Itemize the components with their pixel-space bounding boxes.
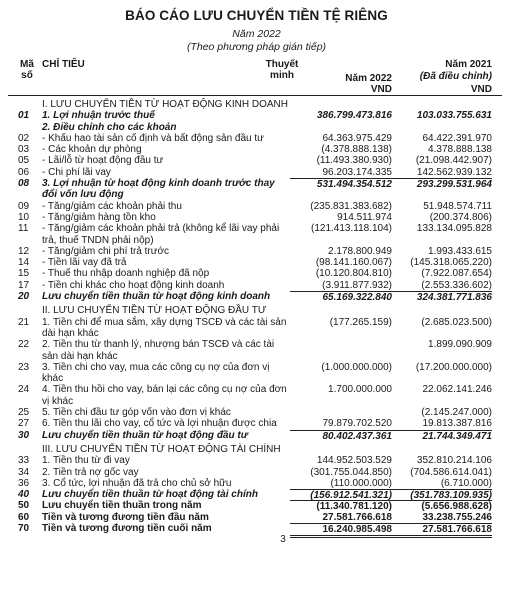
table-row	[0, 133, 513, 144]
row-value-2022: (1.000.000.000)	[321, 361, 392, 373]
row-code: 11	[18, 223, 29, 235]
row-label: 2. Tiền thu từ thanh lý, nhượng bán TSCĐ và các tài sản dài hạn khác	[42, 339, 275, 362]
table-row	[0, 317, 513, 340]
table-row	[0, 155, 513, 166]
row-code: 06	[18, 166, 30, 178]
table-row	[0, 384, 513, 407]
row-value-2022: 914.511.974	[337, 211, 392, 223]
row-code: 09	[18, 200, 30, 212]
row-code: 22	[18, 339, 30, 351]
row-value-2022: 96.203.174.335	[322, 166, 392, 178]
row-value-2021: (704.586.614.041)	[410, 466, 492, 478]
row-value-2022: (156.912.541.321)	[290, 489, 392, 501]
table-row	[0, 478, 513, 489]
table-row	[0, 430, 513, 441]
row-code: 25	[18, 407, 30, 419]
row-label: 1. Tiền chi để mua sắm, xây dựng TSCĐ và các tài sản dài hạn khác	[42, 316, 287, 339]
row-value-2022: 65.169.322.840	[290, 291, 392, 303]
row-value-2022: 64.363.975.429	[322, 132, 392, 144]
col-header-2022: Năm 2022	[345, 73, 392, 84]
row-code: 33	[18, 455, 30, 467]
table-row	[0, 223, 513, 246]
row-label: - Tiền lãi vay đã trả	[42, 257, 127, 269]
row-code: 50	[18, 500, 30, 512]
row-value-2021: 4.378.888.138	[428, 144, 492, 156]
row-code: 70	[18, 522, 30, 534]
row-label: Lưu chuyển tiền thuần từ hoạt động kinh doanh	[42, 291, 271, 303]
row-label: 3. Tiền chi cho vay, mua các công cụ nợ của đơn vị khác	[42, 361, 270, 385]
row-value-2022: (11.340.781.120)	[290, 500, 392, 512]
col-header-2021-note: (Đã điều chỉnh)	[419, 71, 492, 82]
row-label: II. LƯU CHUYỂN TIỀN TỪ HOẠT ĐỘNG ĐẦU TƯ	[42, 305, 267, 317]
row-label: 1. Tiền thu từ đi vay	[42, 455, 130, 467]
cashflow-table	[0, 96, 513, 546]
table-row	[0, 110, 513, 121]
row-code: 01	[18, 110, 30, 122]
row-code: 02	[18, 132, 30, 144]
table-row	[0, 339, 513, 362]
row-label: - Tăng/giảm các khoản phải thu	[42, 200, 182, 212]
table-row	[0, 280, 513, 291]
row-value-2021: 352.810.214.106	[416, 455, 492, 467]
row-value-2022: (10.120.804.810)	[315, 268, 392, 280]
row-code: 40	[18, 489, 30, 501]
row-code: 36	[18, 477, 30, 489]
row-label: Lưu chuyển tiền thuần từ hoạt động tài chính	[42, 489, 258, 501]
row-value-2022: (110.000.000)	[330, 477, 392, 489]
row-value-2021: 33.238.755.246	[422, 511, 492, 523]
row-code: 60	[18, 511, 30, 523]
row-code: 30	[18, 429, 30, 441]
col-header-ma-so: Mã số	[20, 59, 34, 81]
table-row	[0, 407, 513, 418]
col-header-2021: Năm 2021	[445, 59, 492, 70]
col-unit-2021: VND	[470, 84, 492, 95]
row-code: 10	[18, 211, 30, 223]
row-value-2022: 144.952.503.529	[316, 455, 392, 467]
row-label: 3. Lợi nhuận từ hoạt động kinh doanh trước thay đổi vốn lưu động	[42, 178, 275, 201]
row-label: Lưu chuyển tiền thuần trong năm	[42, 500, 202, 512]
row-value-2021: (17.200.000.000)	[415, 361, 492, 373]
row-value-2022: 27.581.766.618	[322, 511, 392, 523]
row-label: 5. Tiền chi đầu tư góp vốn vào đơn vị khác	[42, 407, 231, 419]
row-label: - Chi phí lãi vay	[42, 166, 111, 178]
row-label: 1. Lợi nhuận trước thuế	[42, 110, 155, 122]
row-value-2022: (4.378.888.138)	[321, 144, 392, 156]
row-code: 20	[18, 291, 30, 303]
row-label: 2. Điều chỉnh cho các khoản	[42, 121, 177, 133]
row-value-2021: (7.922.087.654)	[421, 268, 492, 280]
table-row	[0, 489, 513, 500]
row-value-2021: 293.299.531.964	[392, 178, 492, 190]
table-row	[0, 178, 513, 201]
row-value-2021: 142.562.939.132	[416, 166, 492, 178]
row-value-2021: (2.685.023.500)	[421, 316, 492, 328]
table-row	[0, 201, 513, 212]
table-row	[0, 167, 513, 178]
row-value-2021: (2.553.336.602)	[421, 279, 492, 291]
row-label: 3. Cổ tức, lợi nhuận đã trả cho chủ sở hữu	[42, 477, 232, 489]
row-value-2021: 21.744.349.471	[392, 430, 492, 442]
report-year: Năm 2022	[232, 28, 281, 40]
row-label: - Thuế thu nhập doanh nghiệp đã nộp	[42, 268, 210, 280]
table-row	[0, 362, 513, 385]
row-code: 17	[18, 279, 30, 291]
row-value-2022: (301.755.044.850)	[310, 466, 392, 478]
report-title: BÁO CÁO LƯU CHUYỂN TIỀN TỆ RIÊNG	[125, 8, 388, 23]
row-value-2021: (200.374.806)	[429, 211, 492, 223]
row-code: 03	[18, 144, 30, 156]
table-row	[0, 467, 513, 478]
row-value-2022: 16.240.985.498	[290, 523, 392, 538]
table-row	[0, 522, 513, 546]
row-label: 2. Tiền trả nợ gốc vay	[42, 466, 139, 478]
table-row	[0, 305, 513, 316]
table-row	[0, 455, 513, 466]
table-row	[0, 144, 513, 155]
row-note: 3	[280, 534, 286, 546]
row-label: - Tăng/giảm hàng tồn kho	[42, 211, 156, 223]
row-value-2022: (177.265.159)	[329, 316, 392, 328]
table-row	[0, 291, 513, 302]
row-value-2022: (3.911.877.932)	[322, 279, 392, 291]
row-value-2022: (121.413.118.104)	[311, 223, 392, 235]
row-value-2022: 80.402.437.361	[290, 430, 392, 442]
row-value-2021: (5.656.988.628)	[392, 500, 492, 512]
row-value-2021: (21.098.442.907)	[415, 155, 492, 167]
row-value-2022: (11.493.380.930)	[316, 155, 392, 167]
row-value-2021: 103.033.755.631	[416, 110, 492, 122]
row-value-2021: (6.710.000)	[440, 477, 492, 489]
row-label: - Tiền chi khác cho hoạt động kinh doanh	[42, 279, 225, 291]
table-row	[0, 418, 513, 429]
row-label: 6. Tiền thu lãi cho vay, cổ tức và lợi nhuận được chia	[42, 418, 277, 430]
row-value-2021: 1.993.433.615	[428, 245, 492, 257]
row-code: 24	[18, 384, 30, 396]
row-label: I. LƯU CHUYỂN TIỀN TỪ HOẠT ĐỘNG KINH DOANH	[42, 99, 289, 110]
row-code: 23	[18, 361, 30, 373]
row-value-2021: (351.783.109.935)	[392, 489, 492, 501]
table-row	[0, 444, 513, 455]
row-code: 08	[18, 178, 30, 190]
row-label: - Tăng/giảm chi phí trả trước	[42, 245, 170, 257]
row-code: 14	[18, 257, 30, 269]
row-value-2021: 64.422.391.970	[422, 132, 492, 144]
row-label: Tiền và tương đương tiền cuối năm	[42, 522, 212, 534]
row-value-2021: 22.062.141.246	[422, 384, 492, 396]
table-row	[0, 246, 513, 257]
row-value-2021: (145.318.065.220)	[410, 257, 492, 269]
row-value-2022: 2.178.800.949	[328, 245, 392, 257]
table-row	[0, 99, 513, 110]
row-value-2021: 27.581.766.618	[392, 523, 492, 538]
row-value-2021: (2.145.247.000)	[421, 407, 492, 419]
row-value-2022: 1.700.000.000	[328, 384, 392, 396]
table-row	[0, 257, 513, 268]
row-value-2022: (235.831.383.682)	[310, 200, 392, 212]
row-label: Tiền và tương đương tiền đầu năm	[42, 511, 209, 523]
table-row	[0, 512, 513, 523]
row-code: 34	[18, 466, 30, 478]
col-unit-2022: VND	[370, 84, 392, 95]
row-label: - Lãi/lỗ từ hoạt động đầu tư	[42, 155, 164, 167]
row-value-2022: 386.799.473.816	[316, 110, 392, 122]
table-row	[0, 268, 513, 279]
row-code: 27	[18, 418, 30, 430]
row-value-2021: 133.134.095.828	[416, 223, 492, 235]
table-row	[0, 122, 513, 133]
col-header-thuyet-minh: Thuyết minh	[265, 59, 299, 81]
row-label: - Khấu hao tài sản cố định và bất động sản đầu tư	[42, 132, 264, 144]
row-value-2021: 19.813.387.816	[422, 418, 492, 430]
row-value-2022: 531.494.354.512	[290, 178, 392, 190]
row-label: - Các khoản dự phòng	[42, 144, 142, 156]
row-label: III. LƯU CHUYỂN TIỀN TỪ HOẠT ĐỘNG TÀI CHÍNH	[42, 443, 281, 455]
row-code: 21	[18, 316, 30, 328]
table-row	[0, 212, 513, 223]
report-method: (Theo phương pháp gián tiếp)	[186, 41, 327, 53]
row-value-2021: 324.381.771.836	[392, 291, 492, 303]
row-value-2022: 79.879.702.520	[322, 418, 392, 430]
row-label: - Tăng/giảm các khoản phải trả (không kể lãi vay phải trả, thuế TNDN phải nộp)	[42, 223, 280, 246]
row-value-2021: 51.948.574.711	[423, 200, 492, 212]
row-label: Lưu chuyển tiền thuần từ hoạt động đầu tư	[42, 429, 248, 441]
row-code: 15	[18, 268, 30, 280]
table-row	[0, 500, 513, 511]
row-label: 4. Tiền thu hồi cho vay, bán lại các công cụ nợ của đơn vị khác	[42, 384, 287, 407]
col-header-chi-tieu: CHỈ TIÊU	[42, 59, 85, 70]
row-code: 05	[18, 155, 30, 167]
row-code: 12	[18, 245, 30, 257]
row-value-2022: (98.141.160.067)	[315, 257, 392, 269]
row-value-2021: 1.899.090.909	[428, 339, 492, 351]
